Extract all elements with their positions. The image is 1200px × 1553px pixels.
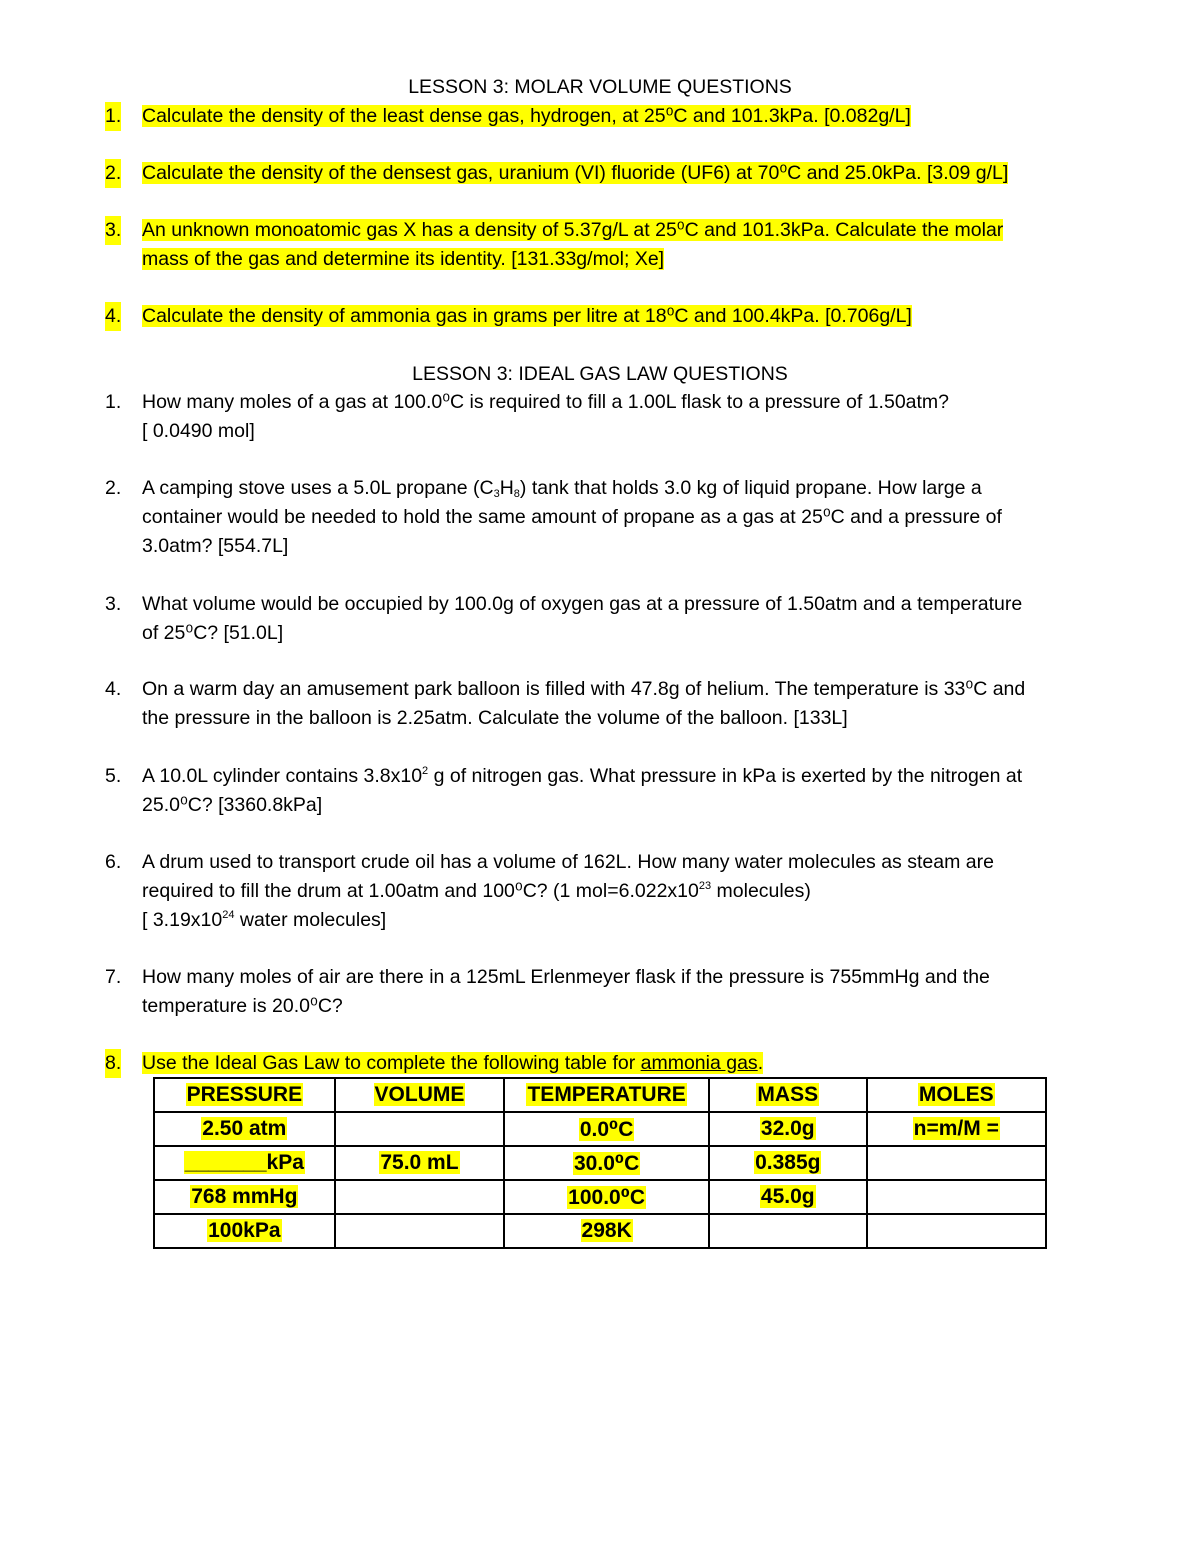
question-number: 5. — [105, 765, 122, 787]
question-answer-a: [ 3.19x10 — [142, 909, 223, 931]
question-text-line1: How many moles of a gas at 100.0⁰C is required to fill a 1.00L flask to a pressure of 1.50atm? — [142, 391, 950, 413]
question-text-c: . — [757, 1052, 764, 1074]
header-volume: VOLUME — [374, 1083, 465, 1106]
cell-value: 75.0 mL — [380, 1151, 459, 1174]
header-mass: MASS — [757, 1083, 819, 1106]
table-cell — [335, 1180, 505, 1214]
table-cell — [504, 1112, 709, 1146]
table-cell — [867, 1112, 1046, 1146]
question-text: Calculate the density of the least dense gas, hydrogen, at 25⁰C and 101.3kPa. [0.082g/L] — [142, 105, 911, 127]
question-text-line2: container would be needed to hold the same amount of propane as a gas at 25⁰C and a pressure of — [142, 506, 1002, 528]
question-text-line2: 25.0⁰C? [3360.8kPa] — [142, 794, 323, 816]
table-cell — [504, 1146, 709, 1180]
header-pressure: PRESSURE — [186, 1083, 303, 1106]
question-text-line2: mass of the gas and determine its identity. [131.33g/mol; Xe] — [142, 248, 665, 270]
table-cell — [709, 1146, 867, 1180]
question-number: 7. — [105, 966, 122, 988]
question-answer-b: water molecules] — [234, 909, 387, 931]
table-cell — [335, 1214, 505, 1248]
table-row — [154, 1180, 1046, 1214]
cell-value: n=m/M = — [913, 1117, 999, 1140]
table-cell — [867, 1180, 1046, 1214]
table-row — [154, 1146, 1046, 1180]
question-text-line2: of 25⁰C? [51.0L] — [142, 622, 284, 644]
table-cell — [154, 1180, 335, 1214]
question-number: 8. — [105, 1049, 121, 1078]
question-text-line2: temperature is 20.0⁰C? — [142, 995, 343, 1017]
mv-question-2 — [105, 159, 1122, 188]
ig-question-4 — [105, 675, 1122, 733]
table-cell — [867, 1214, 1046, 1248]
molar-volume-title: LESSON 3: MOLAR VOLUME QUESTIONS — [408, 76, 792, 98]
question-number: 6. — [105, 851, 122, 873]
cell-value: _______kPa — [184, 1151, 304, 1174]
cell-value: 2.50 atm — [202, 1117, 287, 1140]
question-text-b: molecules) — [711, 880, 811, 902]
question-text-ammonia: ammonia gas — [640, 1052, 758, 1074]
table-row — [154, 1112, 1046, 1146]
mv-question-1 — [105, 102, 1122, 131]
question-text-a: A camping stove uses a 5.0L propane (C — [142, 477, 494, 499]
header-temperature: TEMPERATURE — [527, 1083, 686, 1106]
table-header-row — [154, 1078, 1046, 1112]
header-cell — [154, 1078, 335, 1112]
table-cell — [709, 1214, 867, 1248]
question-text-a: Use the Ideal Gas Law to complete the following table for — [142, 1052, 641, 1074]
question-number: 4. — [105, 678, 122, 700]
ig-question-7 — [105, 963, 1122, 1021]
ig-question-6 — [105, 848, 1122, 935]
question-number: 3. — [105, 593, 122, 615]
header-cell — [709, 1078, 867, 1112]
ammonia-gas-table — [153, 1077, 1047, 1249]
question-text-b: g of nitrogen gas. What pressure in kPa is exerted by the nitrogen at — [428, 765, 1023, 787]
question-text-line1: An unknown monoatomic gas X has a density of 5.37g/L at 25⁰C and 101.3kPa. Calculate the molar — [142, 219, 1004, 241]
table-cell — [709, 1180, 867, 1214]
superscript: 24 — [222, 909, 235, 921]
question-number: 4. — [105, 302, 121, 331]
cell-value: 298K — [581, 1219, 632, 1242]
cell-value: 100.0⁰C — [568, 1185, 646, 1209]
question-number: 1. — [105, 102, 121, 131]
table-row — [154, 1214, 1046, 1248]
question-text-line1: What volume would be occupied by 100.0g of oxygen gas at a pressure of 1.50atm and a temperature — [142, 593, 1023, 615]
table-cell — [867, 1146, 1046, 1180]
header-cell — [504, 1078, 709, 1112]
question-number: 2. — [105, 159, 121, 188]
table-cell — [504, 1214, 709, 1248]
question-text-line1: On a warm day an amusement park balloon is filled with 47.8g of helium. The temperature is 33⁰C and — [142, 678, 1026, 700]
table-cell — [335, 1146, 505, 1180]
header-cell — [867, 1078, 1046, 1112]
question-number: 3. — [105, 216, 121, 245]
cell-value: 100kPa — [208, 1219, 281, 1242]
ig-question-3 — [105, 590, 1122, 648]
cell-value: 32.0g — [760, 1117, 815, 1140]
cell-value: 0.0⁰C — [579, 1117, 634, 1141]
table-cell — [504, 1180, 709, 1214]
table-cell — [154, 1214, 335, 1248]
table-cell — [154, 1112, 335, 1146]
mv-question-3 — [105, 216, 1122, 274]
header-cell — [335, 1078, 505, 1112]
superscript: 23 — [698, 880, 712, 892]
question-number: 1. — [105, 391, 122, 413]
cell-value: 30.0⁰C — [574, 1151, 640, 1175]
question-text: Calculate the density of ammonia gas in grams per litre at 18⁰C and 100.4kPa. [0.706g/L] — [142, 305, 912, 327]
ig-question-2 — [105, 474, 1122, 561]
table-cell — [154, 1146, 335, 1180]
question-text-line3: 3.0atm? [554.7L] — [142, 535, 289, 557]
ig-question-1 — [105, 388, 1122, 446]
question-text: Calculate the density of the densest gas, uranium (VI) fluoride (UF6) at 70⁰C and 25.0kPa. [3.09 g/L] — [142, 162, 1009, 184]
mv-question-4 — [105, 302, 1122, 331]
ig-question-5 — [105, 762, 1122, 820]
subscript: 8 — [513, 488, 520, 500]
question-text-line1: A drum used to transport crude oil has a volume of 162L. How many water molecules as steam are — [142, 851, 994, 873]
question-text-a: A 10.0L cylinder contains 3.8x10 — [142, 765, 423, 787]
question-answer: [ 0.0490 mol] — [142, 420, 255, 442]
question-text-c: ) tank that holds 3.0 kg of liquid propane. How large a — [519, 477, 982, 499]
question-number: 2. — [105, 477, 122, 499]
table-cell — [335, 1112, 505, 1146]
cell-value: 45.0g — [760, 1185, 815, 1208]
ig-question-8 — [105, 1049, 1122, 1078]
header-moles: MOLES — [918, 1083, 994, 1106]
question-text-b: H — [499, 477, 514, 499]
cell-value: 768 mmHg — [191, 1185, 298, 1208]
question-text-line1: How many moles of air are there in a 125mL Erlenmeyer flask if the pressure is 755mmHg and the — [142, 966, 990, 988]
question-text-a: required to fill the drum at 1.00atm and 100⁰C? (1 mol=6.022x10 — [142, 880, 699, 902]
subscript: 3 — [493, 488, 500, 500]
table-cell — [709, 1112, 867, 1146]
cell-value: 0.385g — [755, 1151, 821, 1174]
superscript: 2 — [422, 765, 429, 777]
ideal-gas-title: LESSON 3: IDEAL GAS LAW QUESTIONS — [412, 363, 788, 385]
question-text-line2: the pressure in the balloon is 2.25atm. Calculate the volume of the balloon. [133L] — [142, 707, 848, 729]
